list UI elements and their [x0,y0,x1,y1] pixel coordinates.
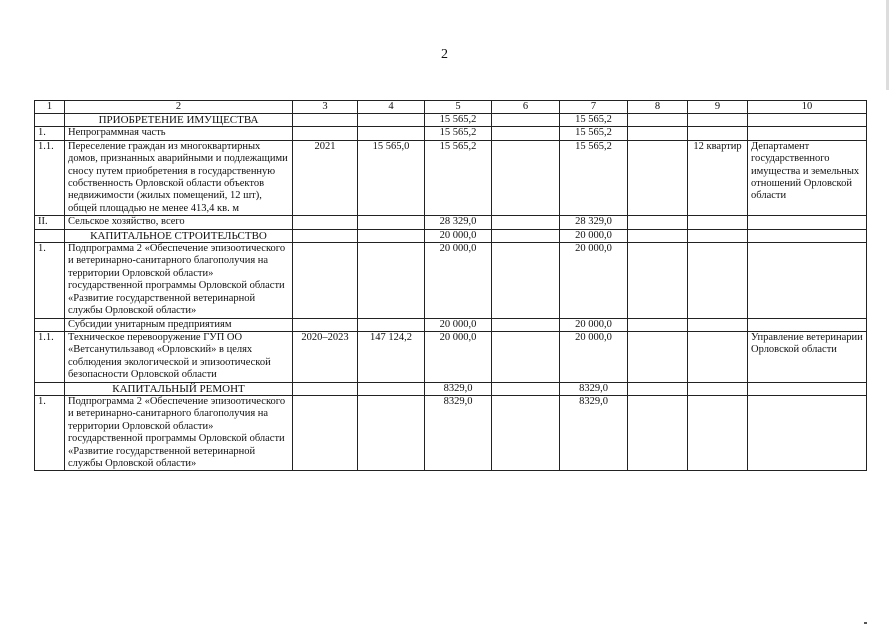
column-header-7: 7 [560,101,628,114]
table-cell-col-4 [358,243,425,318]
table-cell-col-4: 147 124,2 [358,331,425,382]
table-cell-col-1: 1. [35,243,65,318]
table-cell-col-2: Субсидии унитарным предприятиям [65,318,293,331]
column-header-6: 6 [492,101,560,114]
table-cell-col-9 [688,243,748,318]
table-cell-col-3 [293,382,358,395]
table-cell-col-1: 1.1. [35,331,65,382]
table-cell-col-9 [688,318,748,331]
table-cell-col-8 [628,243,688,318]
table-cell-col-4 [358,395,425,470]
table-cell-col-6 [492,382,560,395]
table-cell-col-5: 15 565,2 [425,140,492,215]
table-cell-col-10 [748,216,867,229]
table-cell-col-3 [293,243,358,318]
table-cell-col-7: 8329,0 [560,395,628,470]
table-row [35,140,867,215]
table-cell-col-10 [748,127,867,140]
column-header-3: 3 [293,101,358,114]
table-cell-col-6 [492,331,560,382]
table-row [35,216,867,229]
table-cell-col-9: 12 квартир [688,140,748,215]
section-row [35,382,867,395]
table-cell-col-10 [748,114,867,127]
table-cell-col-3 [293,216,358,229]
budget-table [34,100,867,471]
table-cell-col-6 [492,229,560,242]
table-cell-col-7: 15 565,2 [560,127,628,140]
table-row [35,318,867,331]
header-row [35,101,867,114]
table-cell-col-8 [628,395,688,470]
table-cell-col-1 [35,229,65,242]
table-cell-col-5: 28 329,0 [425,216,492,229]
table-cell-col-9 [688,331,748,382]
table-cell-col-2: ПРИОБРЕТЕНИЕ ИМУЩЕСТВА [65,114,293,127]
section-row [35,114,867,127]
table-cell-col-3 [293,318,358,331]
table-cell-col-5: 8329,0 [425,395,492,470]
column-header-10: 10 [748,101,867,114]
table-cell-col-7: 20 000,0 [560,229,628,242]
table-cell-col-7: 20 000,0 [560,318,628,331]
table-row [35,331,867,382]
table-cell-col-6 [492,216,560,229]
table-cell-col-2: Подпрограмма 2 «Обеспечение эпизоотического и ветеринарно-санитарного благополучия на территории Орловской области» государственной программы Орловской области «Развитие государственной ветеринарной службы Орловской области» [65,243,293,318]
table-cell-col-8 [628,318,688,331]
table-cell-col-6 [492,114,560,127]
table-cell-col-5: 15 565,2 [425,114,492,127]
table-cell-col-3 [293,127,358,140]
table-cell-col-7: 15 565,2 [560,114,628,127]
column-header-5: 5 [425,101,492,114]
table-cell-col-9 [688,216,748,229]
table-body [35,114,867,471]
table-cell-col-8 [628,229,688,242]
table-row [35,127,867,140]
table-cell-col-1 [35,114,65,127]
table-cell-col-10 [748,382,867,395]
table-cell-col-2: Непрограммная часть [65,127,293,140]
table-cell-col-3 [293,229,358,242]
table-cell-col-10 [748,243,867,318]
table-cell-col-2: КАПИТАЛЬНЫЙ РЕМОНТ [65,382,293,395]
table-cell-col-5: 20 000,0 [425,243,492,318]
table-cell-col-5: 8329,0 [425,382,492,395]
table-cell-col-4 [358,114,425,127]
table-cell-col-6 [492,140,560,215]
table-cell-col-4: 15 565,0 [358,140,425,215]
table-row [35,395,867,470]
table-cell-col-4 [358,127,425,140]
table-cell-col-7: 28 329,0 [560,216,628,229]
table-cell-col-8 [628,140,688,215]
table-cell-col-1 [35,382,65,395]
table-cell-col-2: Подпрограмма 2 «Обеспечение эпизоотического и ветеринарно-санитарного благополучия на территории Орловской области» государственной программы Орловской области «Развитие государственной ветеринарной службы Орловской области» [65,395,293,470]
table-cell-col-2: Техническое перевооружение ГУП ОО «Ветсанутильзавод «Орловский» в целях соблюдения экологической и эпизоотической безопасности Орловской области [65,331,293,382]
table-cell-col-7: 20 000,0 [560,331,628,382]
column-header-8: 8 [628,101,688,114]
table-cell-col-1: 1. [35,395,65,470]
table-cell-col-5: 20 000,0 [425,331,492,382]
table-cell-col-10: Департамент государственного имущества и земельных отношений Орловской области [748,140,867,215]
column-header-1: 1 [35,101,65,114]
table-cell-col-9 [688,114,748,127]
table-cell-col-4 [358,318,425,331]
table-cell-col-6 [492,318,560,331]
table-cell-col-4 [358,229,425,242]
table-cell-col-5: 15 565,2 [425,127,492,140]
table-cell-col-8 [628,127,688,140]
table-cell-col-4 [358,216,425,229]
table-cell-col-8 [628,331,688,382]
table-cell-col-6 [492,127,560,140]
page-number: 2 [441,47,448,62]
table-cell-col-1 [35,318,65,331]
table-cell-col-1: 1. [35,127,65,140]
column-header-4: 4 [358,101,425,114]
scan-dot [864,622,867,624]
table-cell-col-1: 1.1. [35,140,65,215]
table-cell-col-2: Сельское хозяйство, всего [65,216,293,229]
table-cell-col-5: 20 000,0 [425,318,492,331]
table-header [35,101,867,114]
table-cell-col-3: 2021 [293,140,358,215]
table-cell-col-1: II. [35,216,65,229]
table-cell-col-8 [628,216,688,229]
table-cell-col-9 [688,395,748,470]
table-cell-col-3 [293,114,358,127]
table-cell-col-3 [293,395,358,470]
table-cell-col-3: 2020–2023 [293,331,358,382]
table-cell-col-7: 15 565,2 [560,140,628,215]
table-cell-col-8 [628,114,688,127]
table-row [35,243,867,318]
column-header-2: 2 [65,101,293,114]
table-cell-col-7: 20 000,0 [560,243,628,318]
table-cell-col-10: Управление ветеринарии Орловской области [748,331,867,382]
table-cell-col-2: КАПИТАЛЬНОЕ СТРОИТЕЛЬСТВО [65,229,293,242]
section-row [35,229,867,242]
table-cell-col-8 [628,382,688,395]
table-cell-col-2: Переселение граждан из многоквартирных домов, признанных аварийными и подлежащими сносу путем приобретения в государственную собственность Орловской области объектов недвижимости (жилых помещений, 12 шт), общей площадью не менее 413,4 кв. м [65,140,293,215]
table-cell-col-10 [748,395,867,470]
table-cell-col-6 [492,243,560,318]
table-cell-col-10 [748,318,867,331]
table-cell-col-5: 20 000,0 [425,229,492,242]
table-cell-col-7: 8329,0 [560,382,628,395]
table-cell-col-9 [688,229,748,242]
table-cell-col-4 [358,382,425,395]
table-cell-col-9 [688,127,748,140]
table-cell-col-6 [492,395,560,470]
table-cell-col-9 [688,382,748,395]
column-header-9: 9 [688,101,748,114]
table-cell-col-10 [748,229,867,242]
